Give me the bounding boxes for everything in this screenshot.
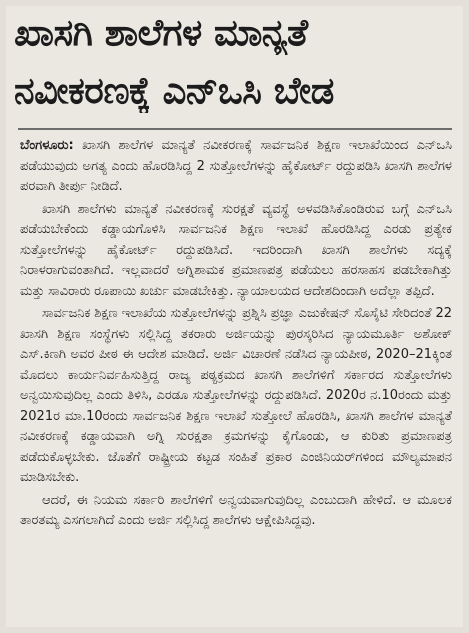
article-paragraph-1 (20, 136, 452, 198)
article-body (20, 136, 452, 534)
article-paragraph-4: ಆದರೆ, ಈ ನಿಯಮ ಸರ್ಕಾರಿ ಶಾಲೆಗಳಿಗೆ ಅನ್ವಯವಾಗುವುದಿಲ್ಲ ಎಂಬುದಾಗಿ ಹೇಳಿದೆ. ಆ ಮೂಲಕ ತಾರತಮ್ಯ ಎಸಗಲಾಗಿದೆ ಎಂದು ಅರ್ಜಿ ಸಲ್ಲಿಸಿದ್ದ ಶಾಲೆಗಳು ಆಕ್ಷೇಪಿಸಿದ್ದವು. (20, 492, 452, 528)
article-paragraph-3: ಸಾರ್ವಜನಿಕ ಶಿಕ್ಷಣ ಇಲಾಖೆಯ ಸುತ್ತೋಲೆಗಳನ್ನು ಪ್ರಶ್ನಿಸಿ ಪ್ರಜ್ಞಾ ಎಜುಕೇಷನ್ ಸೊಸೈಟಿ ಸೇರಿದಂತೆ 22 ಖಾಸಗಿ ಶಿಕ್ಷಣ ಸಂಸ್ಥೆಗಳು ಸಲ್ಲಿಸಿದ್ದ ತಕರಾರು ಅರ್ಜಿಯನ್ನು ಪುರಸ್ಕರಿಸಿದ ನ್ಯಾಯಮೂರ್ತಿ ಅಶೋಕ್ ಎಸ್.ಕಿಣಗಿ ಅವರ ಪೀಠ ಈ ಆದೇಶ ಮಾಡಿದೆ. ಅರ್ಜಿ ವಿಚಾರಣೆ ನಡೆಸಿದ ನ್ಯಾಯಪೀಠ, 2020–21ಕ್ಕಿಂತ ಮೊದಲು ಕಾರ್ಯನಿರ್ವಹಿಸುತ್ತಿದ್ದ ರಾಜ್ಯ ಪಠ್ಯಕ್ರಮದ ಖಾಸಗಿ ಶಾಲೆಗಳಿಗೆ ಸರ್ಕಾರದ ಸುತ್ತೋಲೆಗಳು ಅನ್ವಯಿಸುವುದಿಲ್ಲ ಎಂದು ತಿಳಿಸಿ, ಎರಡೂ ಸುತ್ತೋಲೆಗಳನ್ನು ರದ್ದುಪಡಿಸಿದೆ. 2020ರ ನ.10ರಂದು ಮತ್ತು 2021ರ ಮಾ.10ರಂದು ಸಾರ್ವಜನಿಕ ಶಿಕ್ಷಣ ಇಲಾಖೆ ಸುತ್ತೋಲೆ ಹೊರಡಿಸಿ, ಖಾಸಗಿ ಶಾಲೆಗಳ ಮಾನ್ಯತೆ ನವೀಕರಣಕ್ಕೆ ಕಡ್ಡಾಯವಾಗಿ ಅಗ್ನಿ ಸುರಕ್ಷತಾ ಕ್ರಮಗಳನ್ನು ಕೈಗೊಂಡು, ಆ ಕುರಿತು ಪ್ರಮಾಣಪತ್ರ ಪಡೆದುಕೊಳ್ಳಬೇಕು. ಜೊತೆಗೆ ರಾಷ್ಟ್ರೀಯ ಕಟ್ಟಡ ಸಂಹಿತೆ ಪ್ರಕಾರ ಎಂಜಿನಿಯರ್‌ಗಳಿಂದ ಮೌಲ್ಯಮಾಪನ ಮಾಡಿಸಬೇಕು. (20, 306, 452, 485)
headline-line-2: ನವೀಕರಣಕ್ಕೆ ಎನ್‌ಒಸಿ ಬೇಡ (14, 69, 334, 112)
article-paragraph-1-text: ಖಾಸಗಿ ಶಾಲೆಗಳ ಮಾನ್ಯತೆ ನವೀಕರಣಕ್ಕೆ ಸಾರ್ವಜನಿಕ ಶಿಕ್ಷಣ ಇಲಾಖೆಯಿಂದ ಎನ್‌ಒಸಿ ಪಡೆಯುವುದು ಅಗತ್ಯ ಎಂದು ಹೊರಡಿಸಿದ್ದ 2 ಸುತ್ತೋಲೆಗಳನ್ನು ಹೈಕೋರ್ಟ್ ರದ್ದುಪಡಿಸಿ ಖಾಸಗಿ ಶಾಲೆಗಳ ಪರವಾಗಿ ತೀರ್ಪು ನೀಡಿದೆ. (20, 138, 452, 194)
article-paragraph-2: ಖಾಸಗಿ ಶಾಲೆಗಳು ಮಾನ್ಯತೆ ನವೀಕರಣಕ್ಕೆ ಸುರಕ್ಷತೆ ವ್ಯವಸ್ಥೆ ಅಳವಡಿಸಿಕೊಂಡಿರುವ ಬಗ್ಗೆ ಎನ್‌ಒಸಿ ಪಡೆಯಬೇಕೆಂದು ಕಡ್ಡಾಯಗೊಳಿಸಿ ಸಾರ್ವಜನಿಕ ಶಿಕ್ಷಣ ಇಲಾಖೆ ಹೊರಡಿಸಿದ್ದ ಎರಡು ಪ್ರತ್ಯೇಕ ಸುತ್ತೋಲೆಗಳನ್ನು ಹೈಕೋರ್ಟ್ ರದ್ದುಪಡಿಸಿದೆ. ಇದರಿಂದಾಗಿ ಖಾಸಗಿ ಶಾಲೆಗಳು ಸದ್ಯಕ್ಕೆ ನಿರಾಳರಾಗುವಂತಾಗಿದೆ. ಇಲ್ಲವಾದರೆ ಅಗ್ನಿಶಾಮಕ ಪ್ರಮಾಣಪತ್ರ ಪಡೆಯಲು ಹರಸಾಹಸ ಪಡಬೇಕಾಗಿತ್ತು ಮತ್ತು ಸಾವಿರಾರು ರೂಪಾಯಿ ಖರ್ಚು ಮಾಡಬೇಕಿತ್ತು. ನ್ಯಾಯಾಲಯದ ಆದೇಶದಿಂದಾಗಿ ಅದೆಲ್ಲಾ ತಪ್ಪಿದೆ. (20, 201, 452, 299)
headline-line-1: ಖಾಸಗಿ ಶಾಲೆಗಳ ಮಾನ್ಯತೆ (14, 11, 308, 54)
headline-divider (18, 128, 452, 130)
dateline: ಬೆಂಗಳೂರು: (20, 138, 74, 153)
